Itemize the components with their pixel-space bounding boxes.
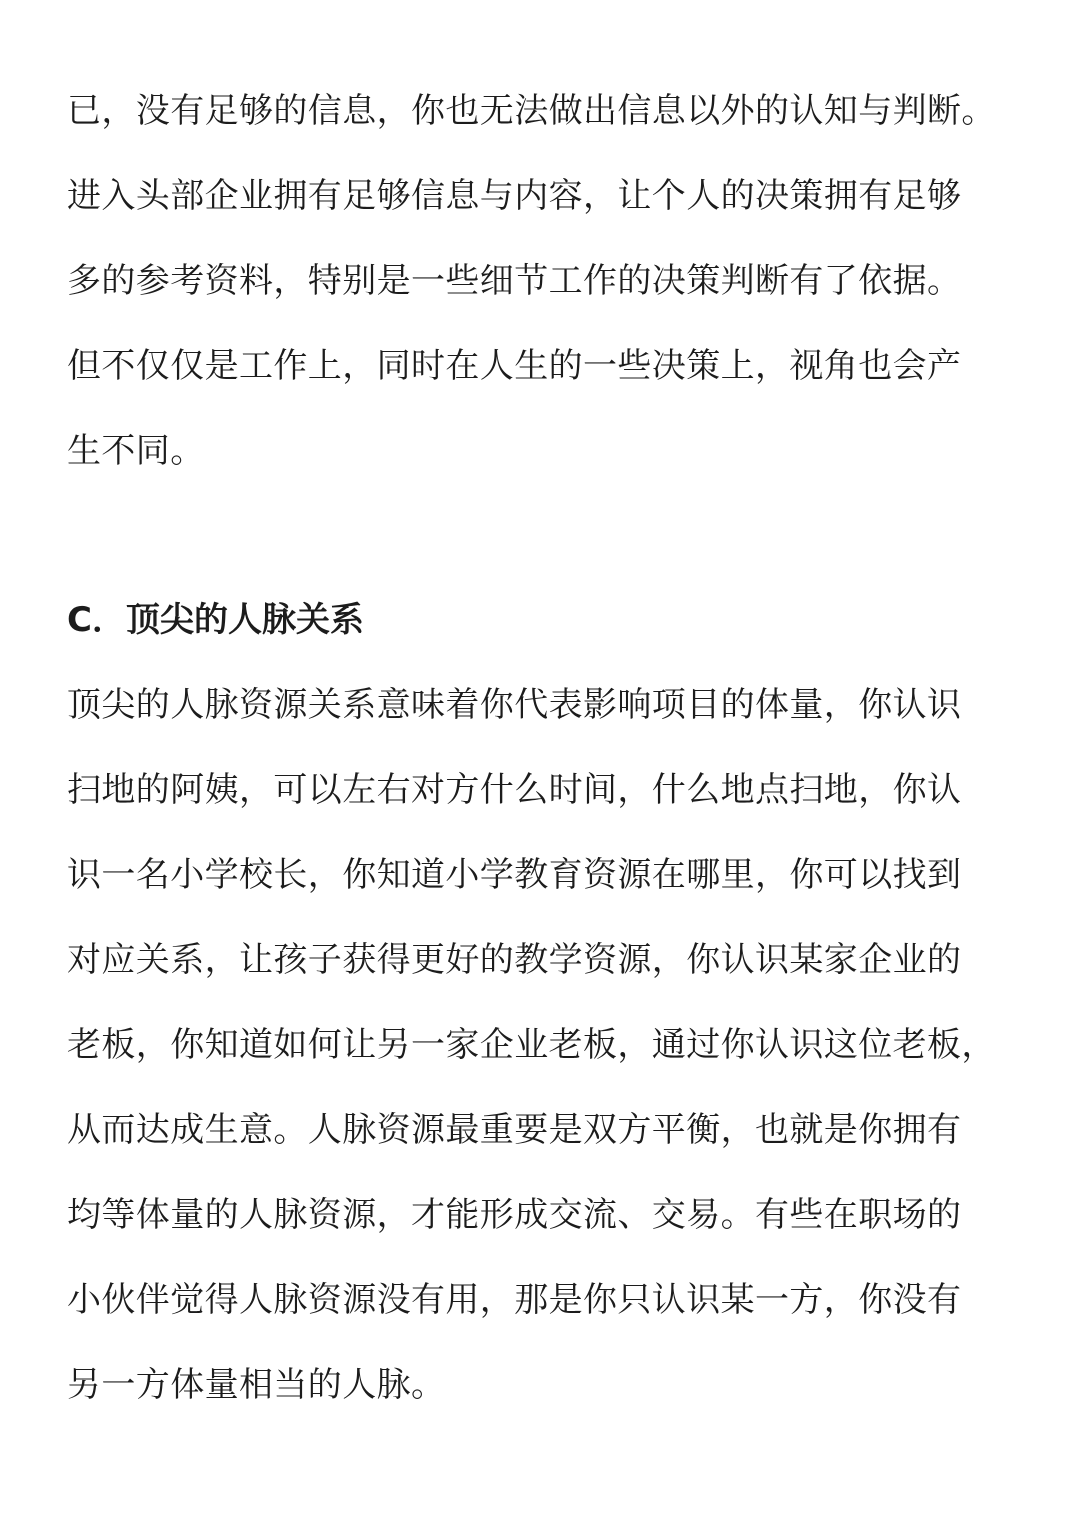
paragraph-line: 另一方体量相当的人脉。 [67, 1365, 446, 1405]
paragraph-line: 均等体量的人脉资源，才能形成交流、交易。有些在职场的 [67, 1195, 962, 1235]
paragraph-line: 已，没有足够的信息，你也无法做出信息以外的认知与判断。 [67, 91, 996, 131]
paragraph-line: 识一名小学校长，你知道小学教育资源在哪里，你可以找到 [67, 855, 962, 895]
paragraph-line: 顶尖的人脉资源关系意味着你代表影响项目的体量，你认识 [67, 685, 962, 725]
paragraph-line: 但不仅仅是工作上，同时在人生的一些决策上，视角也会产 [67, 346, 962, 386]
paragraph-line: 扫地的阿姨，可以左右对方什么时间，什么地点扫地，你认 [67, 770, 962, 810]
paragraph-line: 生不同。 [67, 431, 205, 471]
section-heading: C．顶尖的人脉关系 [67, 600, 364, 640]
paragraph-line: 对应关系，让孩子获得更好的教学资源，你认识某家企业的 [67, 940, 962, 980]
paragraph-line: 老板，你知道如何让另一家企业老板，通过你认识这位老板， [67, 1025, 996, 1065]
paragraph-line: 小伙伴觉得人脉资源没有用，那是你只认识某一方，你没有 [67, 1280, 962, 1320]
paragraph-line: 从而达成生意。人脉资源最重要是双方平衡，也就是你拥有 [67, 1110, 962, 1150]
paragraph-line: 进入头部企业拥有足够信息与内容，让个人的决策拥有足够 [67, 176, 962, 216]
paragraph-line: 多的参考资料，特别是一些细节工作的决策判断有了依据。 [67, 261, 962, 301]
